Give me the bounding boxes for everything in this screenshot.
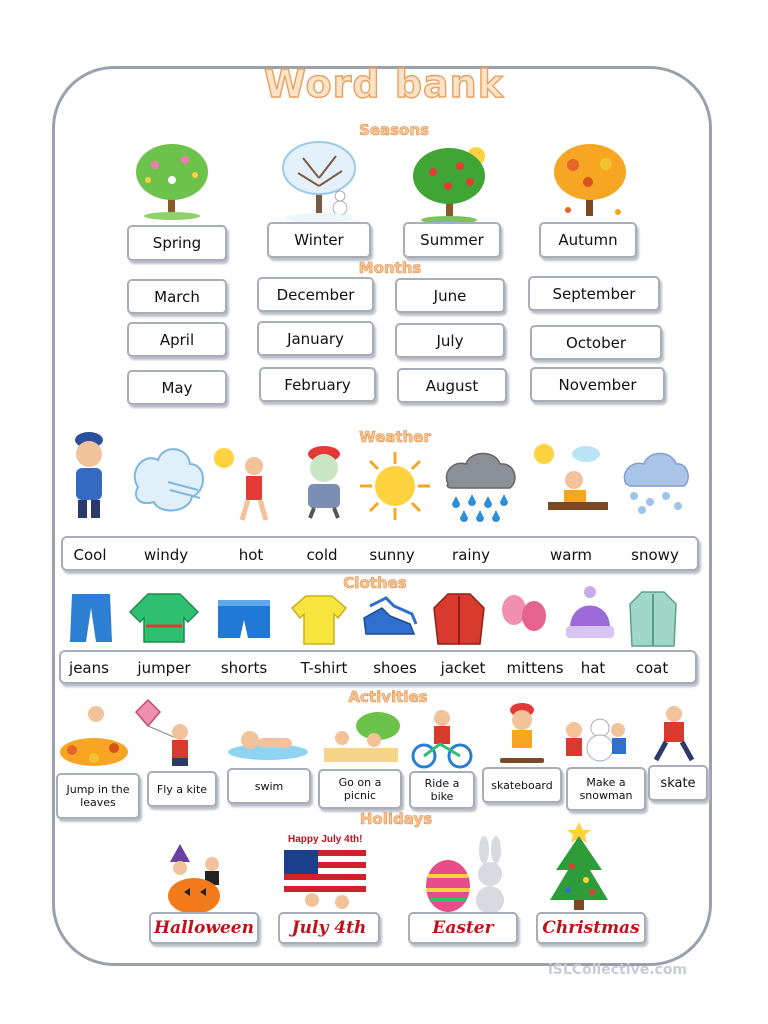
heading-months: Months <box>358 259 422 277</box>
card-month-february[interactable]: February <box>259 367 376 402</box>
weather-word-hot[interactable]: hot <box>238 546 264 564</box>
heading-weather: Weather <box>359 428 431 446</box>
card-month-september[interactable]: September <box>528 276 660 311</box>
card-month-december[interactable]: December <box>257 277 374 312</box>
skateboard-image <box>492 702 552 768</box>
clothes-word-coat[interactable]: coat <box>635 659 669 677</box>
snowy-cloud-image <box>620 450 690 516</box>
coat-image <box>628 588 678 648</box>
weather-word-warm[interactable]: warm <box>550 546 592 564</box>
jumper-image <box>128 590 200 644</box>
card-season-winter[interactable]: Winter <box>267 222 371 258</box>
tshirt-image <box>290 594 348 646</box>
heading-seasons: Seasons <box>359 121 429 139</box>
clothes-word-jeans[interactable]: jeans <box>69 659 109 677</box>
mittens-image <box>498 592 550 638</box>
card-activity-fly-a-kite[interactable]: Fly a kite <box>147 771 217 807</box>
card-activity-make-a-snowman[interactable]: Make a snowman <box>566 767 646 811</box>
clothes-word-tshirt[interactable]: T-shirt <box>300 659 348 677</box>
card-holiday-halloween[interactable]: Halloween <box>149 912 259 944</box>
watermark: iSLCollective.com <box>548 962 688 978</box>
christmas-tree-image <box>546 820 612 916</box>
clothes-word-jumper[interactable]: jumper <box>137 659 191 677</box>
card-activity-jump-in-the-leaves[interactable]: Jump in the leaves <box>56 773 140 819</box>
shorts-image <box>216 596 272 642</box>
windy-cloud-image <box>128 442 208 518</box>
sunny-sun-image <box>358 450 432 522</box>
make-snowman-image <box>562 708 628 766</box>
ride-bike-image <box>412 706 472 770</box>
halloween-image <box>150 838 246 916</box>
card-month-august[interactable]: August <box>397 368 507 403</box>
card-activity-go-on-a-picnic[interactable]: Go on a picnic <box>318 769 402 809</box>
card-month-november[interactable]: November <box>530 367 665 402</box>
spring-tree-image <box>130 140 215 220</box>
clothes-word-jacket[interactable]: jacket <box>440 659 486 677</box>
card-month-may[interactable]: May <box>127 370 227 405</box>
card-holiday-easter[interactable]: Easter <box>408 912 518 944</box>
weather-word-sunny[interactable]: sunny <box>369 546 415 564</box>
card-activity-skate[interactable]: skate <box>648 765 708 801</box>
july4-banner-text: Happy July 4th! <box>288 834 363 845</box>
shoes-image <box>360 594 418 644</box>
swim-image <box>226 720 310 764</box>
page-title: Word bank <box>263 62 504 106</box>
heading-clothes: Clothes <box>343 574 407 592</box>
heading-holidays: Holidays <box>359 810 433 828</box>
weather-word-snowy[interactable]: snowy <box>631 546 679 564</box>
hot-man-image <box>210 440 280 522</box>
cool-boy-image <box>64 432 114 524</box>
cold-person-image <box>292 442 356 520</box>
fly-kite-image <box>130 698 200 770</box>
jump-leaves-image <box>58 702 130 768</box>
hat-image <box>564 586 616 642</box>
card-season-summer[interactable]: Summer <box>403 222 501 258</box>
card-holiday-july-4th[interactable]: July 4th <box>278 912 380 944</box>
weather-word-windy[interactable]: windy <box>143 546 189 564</box>
card-month-january[interactable]: January <box>257 321 374 356</box>
card-month-june[interactable]: June <box>395 278 505 313</box>
summer-tree-image <box>408 144 493 224</box>
weather-word-cool[interactable]: Cool <box>73 546 107 564</box>
clothes-word-shorts[interactable]: shorts <box>220 659 268 677</box>
winter-tree-image <box>278 138 363 223</box>
jeans-image <box>66 592 116 644</box>
card-holiday-christmas[interactable]: Christmas <box>536 912 646 944</box>
clothes-word-shoes[interactable]: shoes <box>373 659 417 677</box>
rainy-cloud-image <box>440 448 522 524</box>
card-month-october[interactable]: October <box>530 325 662 360</box>
card-month-july[interactable]: July <box>395 323 505 358</box>
weather-word-rainy[interactable]: rainy <box>452 546 490 564</box>
skate-image <box>648 704 704 768</box>
card-month-april[interactable]: April <box>127 322 227 357</box>
clothes-word-mittens[interactable]: mittens <box>506 659 564 677</box>
card-season-autumn[interactable]: Autumn <box>539 222 637 258</box>
card-month-march[interactable]: March <box>127 279 227 314</box>
card-activity-ride-a-bike[interactable]: Ride a bike <box>409 771 475 809</box>
warm-boy-image <box>528 440 618 520</box>
july4-flag-image <box>282 848 368 914</box>
jacket-image <box>432 590 486 646</box>
autumn-tree-image <box>548 140 633 220</box>
picnic-image <box>318 710 404 768</box>
clothes-word-hat[interactable]: hat <box>580 659 606 677</box>
easter-bunny-egg-image <box>422 836 512 916</box>
card-season-spring[interactable]: Spring <box>127 225 227 261</box>
weather-word-cold[interactable]: cold <box>306 546 338 564</box>
card-activity-swim[interactable]: swim <box>227 768 311 804</box>
heading-activities: Activities <box>348 688 428 706</box>
card-activity-skateboard[interactable]: skateboard <box>482 767 562 803</box>
